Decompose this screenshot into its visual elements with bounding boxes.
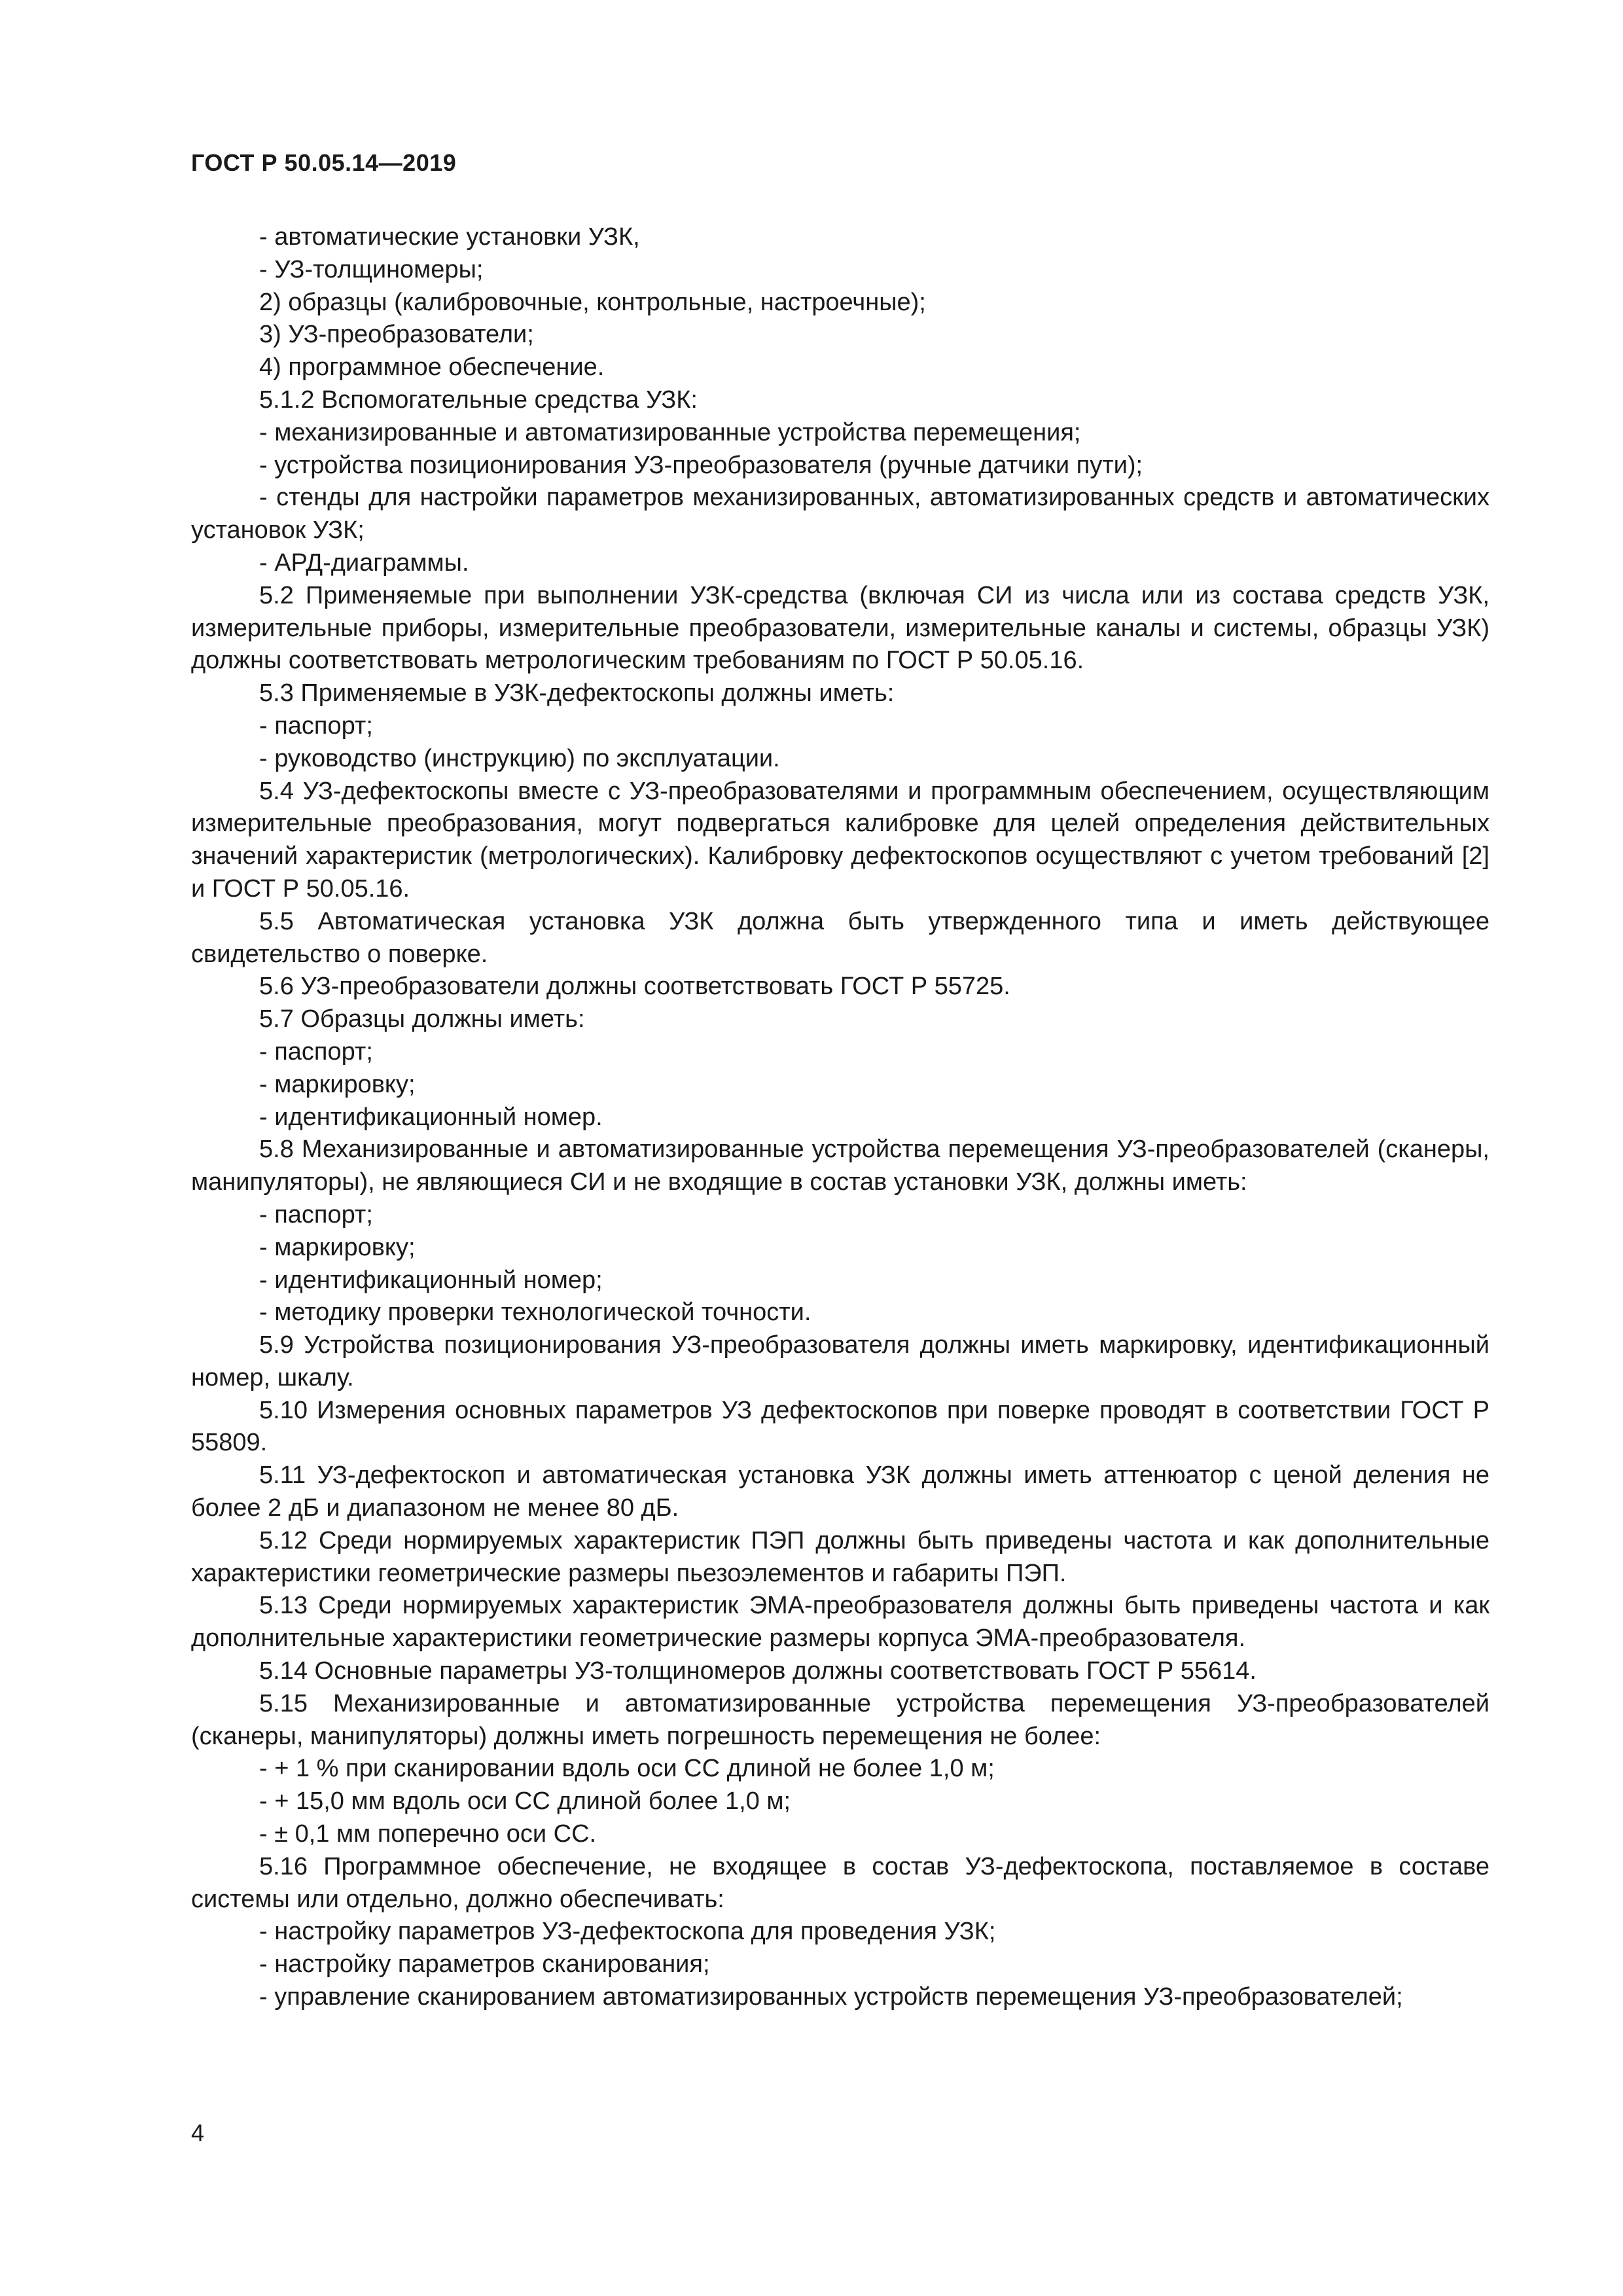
clause-5-1-2: 5.1.2 Вспомогательные средства УЗК: xyxy=(259,386,698,414)
list-item: 4) программное обеспечение. xyxy=(259,353,605,382)
list-item: - настройку параметров сканирования; xyxy=(259,1950,710,1979)
list-item: - АРД-диаграммы. xyxy=(259,548,469,577)
clause-5-11: 5.11 УЗ-дефектоскоп и автоматическая установка УЗК должны иметь аттенюатор с ценой деления не более 2 дБ и диапазоном не менее 80 дБ. xyxy=(191,1462,1489,1522)
clause-5-7: 5.7 Образцы должны иметь: xyxy=(259,1005,585,1033)
clause-5-9: 5.9 Устройства позиционирования УЗ-преобразователя должны иметь маркировку, идентификационный номер, шкалу. xyxy=(191,1331,1489,1391)
clause-5-16: 5.16 Программное обеспечение, не входящее в состав УЗ-дефектоскопа, поставляемое в составе системы или отдельно, должно обеспечивать: xyxy=(191,1852,1489,1913)
list-item: 3) УЗ-преобразователи; xyxy=(259,321,534,349)
list-item: - управление сканированием автоматизированных устройств перемещения УЗ-преобразователей; xyxy=(259,1983,1403,2011)
list-item: - идентификационный номер; xyxy=(259,1266,603,1294)
list-item: - устройства позиционирования УЗ-преобразователя (ручные датчики пути); xyxy=(259,451,1143,479)
clause-5-8: 5.8 Механизированные и автоматизированные устройства перемещения УЗ-преобразователей (сканеры, манипуляторы), не являющиеся СИ и не входящие в состав установки УЗК, должны иметь: xyxy=(191,1136,1489,1196)
list-item: - + 15,0 мм вдоль оси СС длиной более 1,0 м; xyxy=(259,1787,791,1816)
list-item: - маркировку; xyxy=(259,1070,416,1098)
page-number: 4 xyxy=(191,2119,205,2146)
list-item: - ± 0,1 мм поперечно оси СС. xyxy=(259,1820,597,1848)
clause-5-2: 5.2 Применяемые при выполнении УЗК-средства (включая СИ из числа или из состава средств УЗК, измерительные приборы, измерительные преобразователи, измерительные каналы и системы, образцы УЗК) должны соответствовать метрологическим требованиям по ГОСТ Р 50.05.16. xyxy=(191,581,1489,675)
list-item: - стенды для настройки параметров механизированных, автоматизированных средств и автоматических установок УЗК; xyxy=(191,484,1489,545)
clause-5-14: 5.14 Основные параметры УЗ-толщиномеров должны соответствовать ГОСТ Р 55614. xyxy=(259,1657,1257,1685)
list-item: - настройку параметров УЗ-дефектоскопа для проведения УЗК; xyxy=(259,1918,996,1946)
clause-5-5: 5.5 Автоматическая установка УЗК должна быть утвержденного типа и иметь действующее свидетельство о поверке. xyxy=(191,907,1489,968)
list-item: - автоматические установки УЗК, xyxy=(259,223,640,251)
clause-5-3: 5.3 Применяемые в УЗК-дефектоскопы должны иметь: xyxy=(259,679,895,708)
clause-5-6: 5.6 УЗ-преобразователи должны соответствовать ГОСТ Р 55725. xyxy=(259,973,1010,1001)
clause-5-4: 5.4 УЗ-дефектоскопы вместе с УЗ-преобразователями и программным обеспечением, осуществляющим измерительные преобразования, могут подвергаться калибровке для целей определения действительных значений характеристик (метрологических). Калибровку дефектоскопов осуществляют с учетом требований [2] и ГОСТ Р 50.05.16. xyxy=(191,777,1489,903)
list-item: - паспорт; xyxy=(259,1200,373,1229)
list-item: - + 1 % при сканировании вдоль оси СС длиной не более 1,0 м; xyxy=(259,1755,995,1783)
list-item: - УЗ-толщиномеры; xyxy=(259,255,484,283)
list-item: - механизированные и автоматизированные устройства перемещения; xyxy=(259,418,1081,446)
clause-5-12: 5.12 Среди нормируемых характеристик ПЭП должны быть приведены частота и как дополнительные характеристики геометрические размеры пьезоэлементов и габариты ПЭП. xyxy=(191,1526,1489,1587)
list-item: 2) образцы (калибровочные, контрольные, настроечные); xyxy=(259,288,926,316)
list-item: - методику проверки технологической точности. xyxy=(259,1299,812,1327)
list-item: - идентификационный номер. xyxy=(259,1103,603,1131)
list-item: - руководство (инструкцию) по эксплуатации. xyxy=(259,744,780,772)
document-body xyxy=(191,221,1489,2014)
clause-5-13: 5.13 Среди нормируемых характеристик ЭМА-преобразователя должны быть приведены частота и как дополнительные характеристики геометрические размеры корпуса ЭМА-преобразователя. xyxy=(191,1592,1489,1653)
document-header: ГОСТ Р 50.05.14—2019 xyxy=(191,149,457,176)
list-item: - маркировку; xyxy=(259,1233,416,1261)
clause-5-15: 5.15 Механизированные и автоматизированные устройства перемещения УЗ-преобразователей (сканеры, манипуляторы) должны иметь погрешность перемещения не более: xyxy=(191,1689,1489,1750)
clause-5-10: 5.10 Измерения основных параметров УЗ дефектоскопов при поверке проводят в соответствии ГОСТ Р 55809. xyxy=(191,1396,1489,1457)
list-item: - паспорт; xyxy=(259,711,373,740)
list-item: - паспорт; xyxy=(259,1037,373,1066)
